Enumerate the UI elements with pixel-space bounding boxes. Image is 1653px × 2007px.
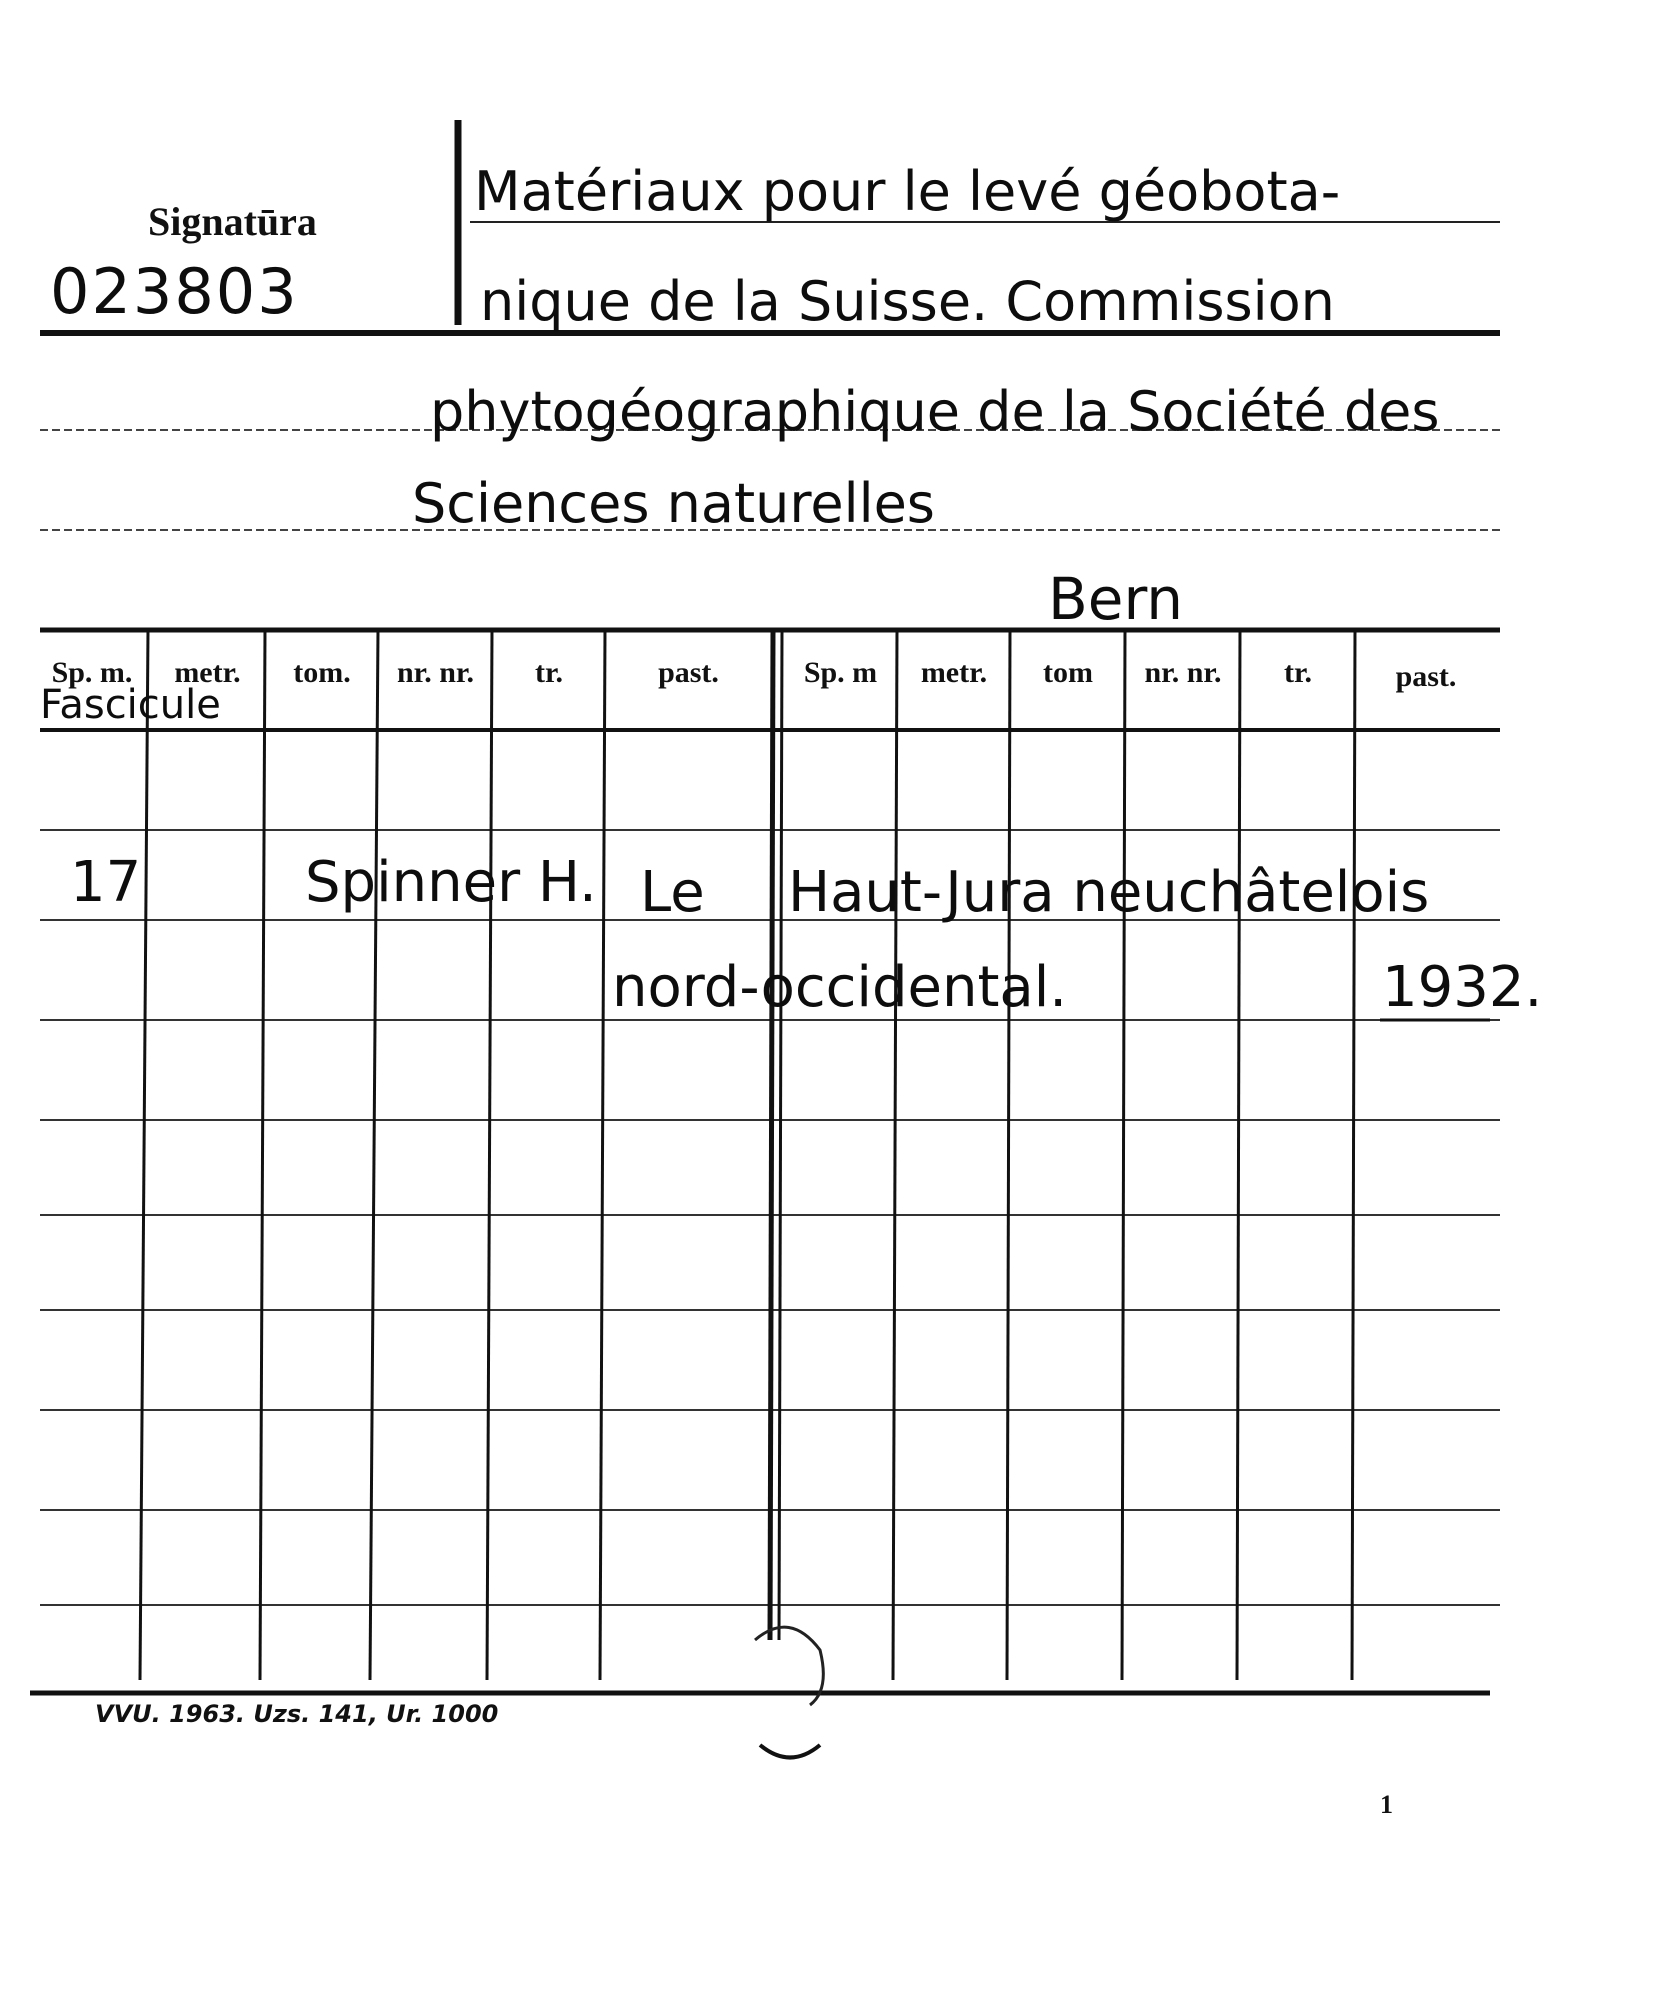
col-header-metr: metr. [174, 656, 241, 689]
entry-number: 17 [70, 850, 142, 915]
entry-title-part-3: nord-occidental. [612, 955, 1068, 1020]
col-header-tr-right: tr. [1283, 656, 1313, 689]
page-number: 1 [1380, 1790, 1393, 1819]
entry-title-part-1: Le [640, 860, 705, 925]
title-line-1: Matériaux pour le levé géobota- [474, 160, 1341, 223]
col-header-nr-nr-right: nr. nr. [1144, 656, 1222, 689]
title-line-3: phytogéographique de la Société des [430, 380, 1440, 443]
col-header-tom: tom. [293, 656, 351, 689]
col-header-tr: tr. [534, 656, 564, 689]
col-header-past-right: past. [1395, 660, 1457, 693]
entry-year: 1932. [1382, 955, 1543, 1020]
fascicle-label: Fascicule [40, 682, 221, 728]
col-header-metr-right: metr. [920, 656, 988, 689]
col-header-tom-right: tom [1043, 656, 1093, 689]
col-header-past: past. [658, 656, 719, 689]
signature-label: Signatūra [148, 199, 317, 244]
center-divider-a [770, 630, 773, 1640]
col-header-nr-nr: nr. nr. [397, 656, 474, 689]
title-line-2: nique de la Suisse. Commission [480, 270, 1335, 333]
place-of-publication: Bern [1048, 565, 1184, 633]
entry-author: Spinner H. [305, 850, 597, 915]
column-dividers [140, 630, 1355, 1680]
punch-hole-bottom [760, 1745, 820, 1758]
entry-title-part-2: Haut-Jura neuchâtelois [788, 860, 1430, 925]
col-header-sp-m-right: Sp. m [803, 656, 878, 689]
col-header-sp-m: Sp. m. [51, 656, 133, 689]
printer-code: VVU. 1963. Uzs. 141, Ur. 1000 [95, 1700, 499, 1728]
signature-value: 023803 [50, 255, 299, 328]
center-divider-b [779, 630, 782, 1640]
title-line-4: Sciences naturelles [412, 472, 935, 535]
